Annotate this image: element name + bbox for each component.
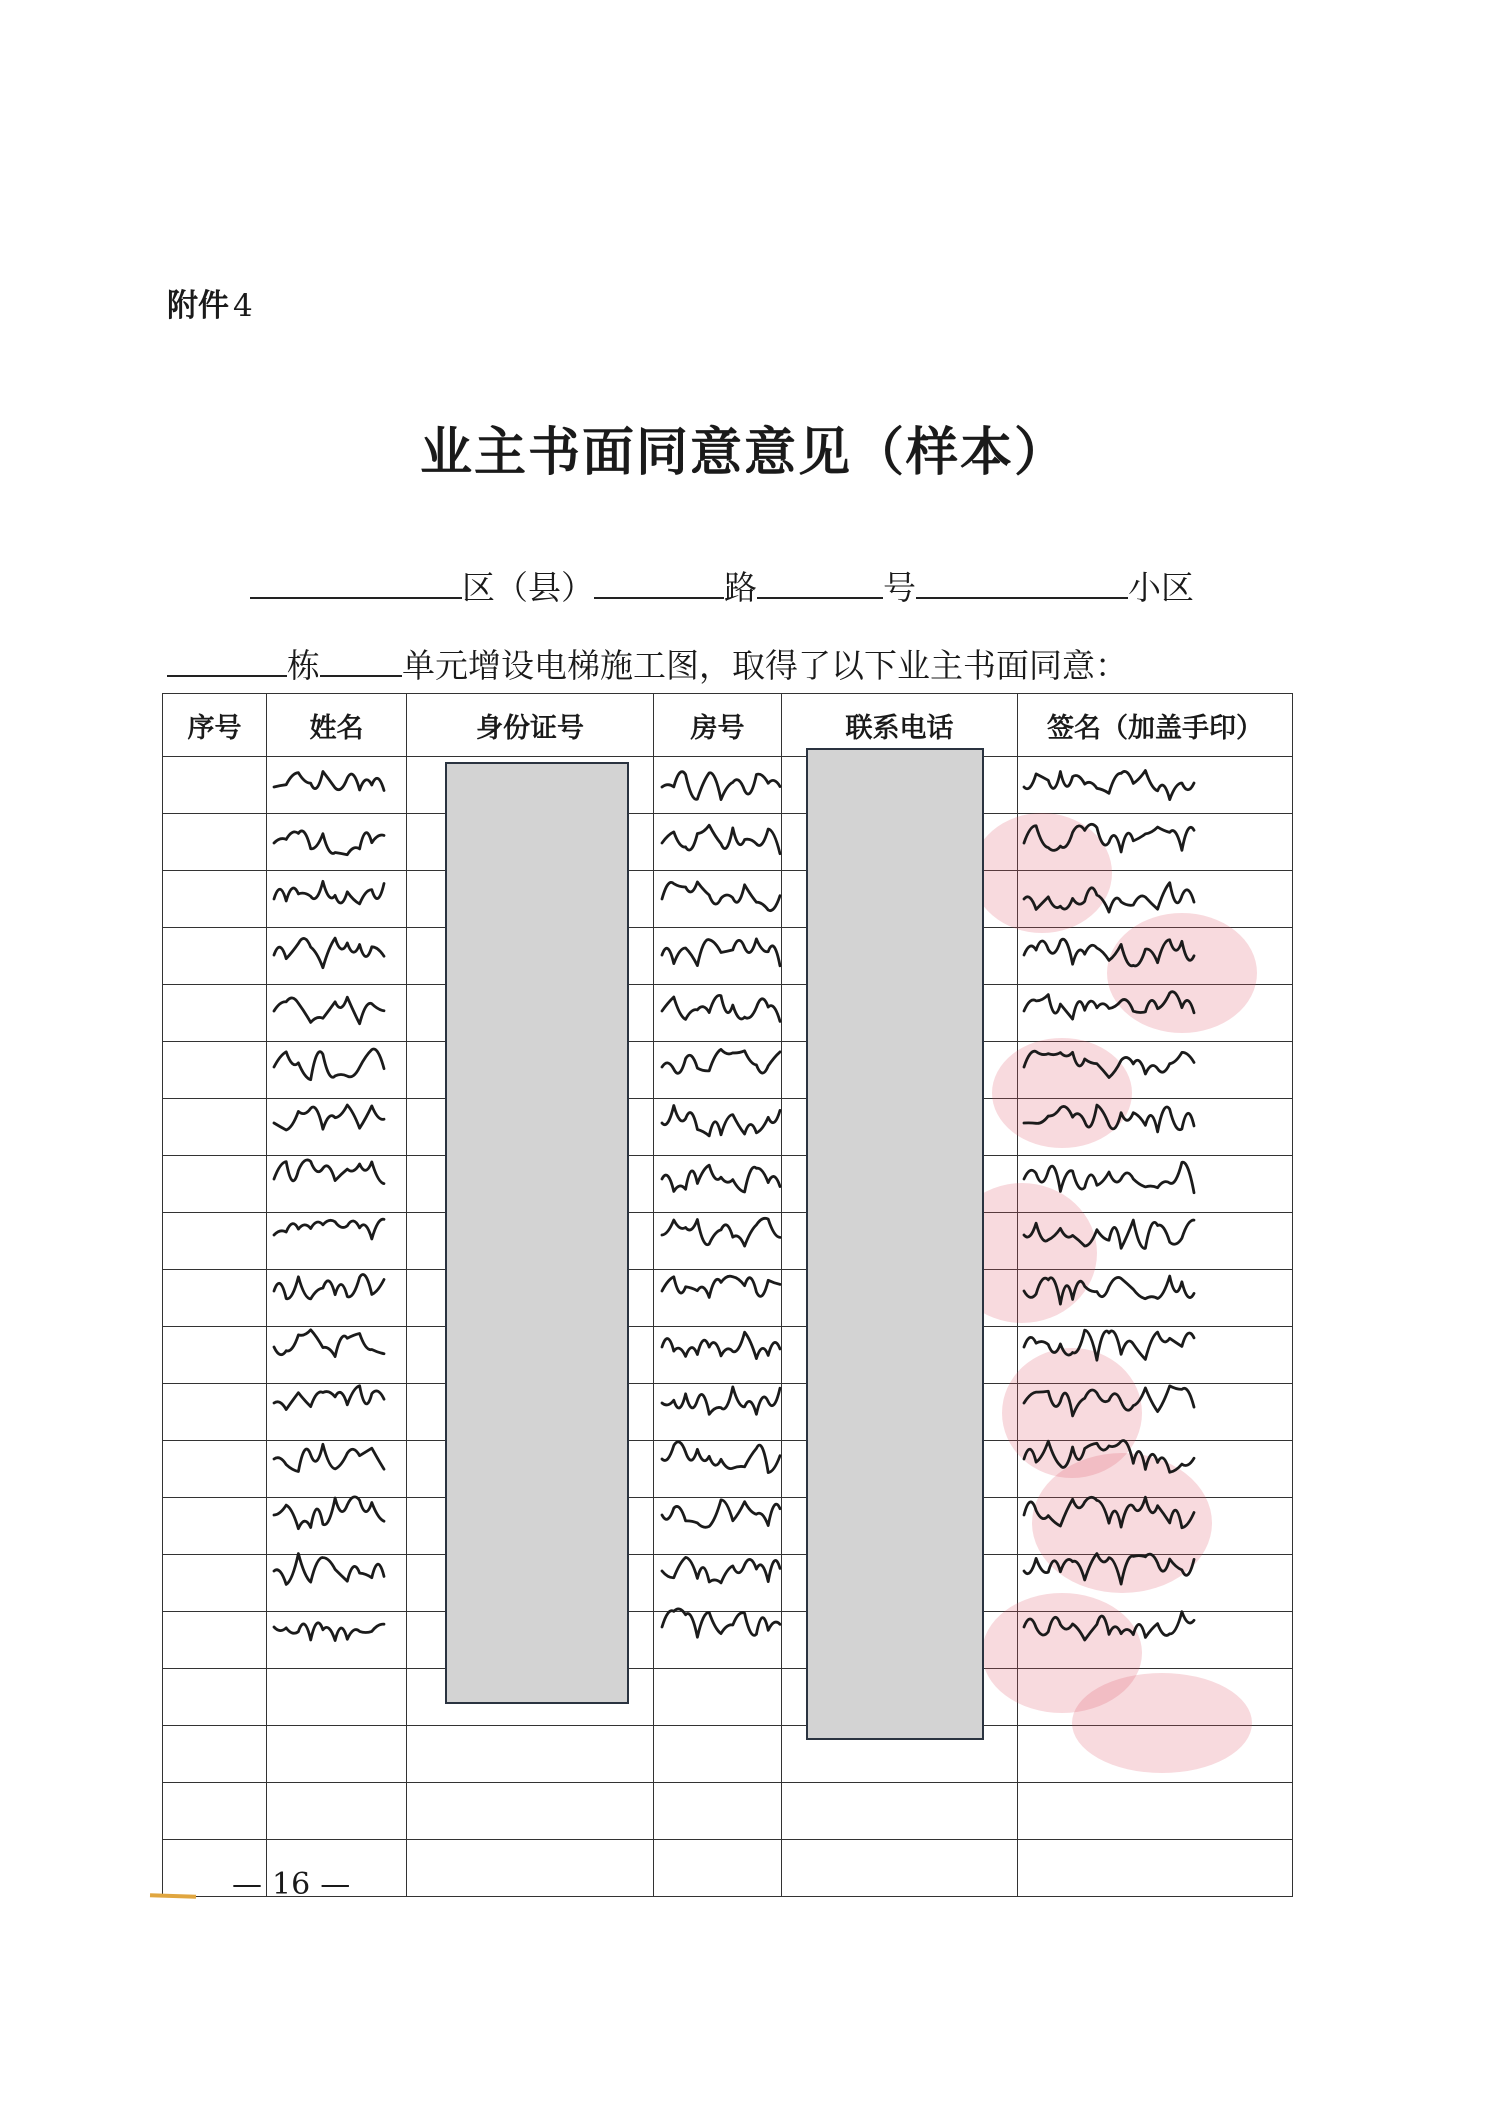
index-cell	[163, 1270, 267, 1327]
page-number: 16	[272, 1867, 311, 1902]
road-blank	[594, 567, 724, 599]
name-cell	[267, 1099, 407, 1156]
number-label: 号	[883, 568, 916, 607]
building-label: 栋	[287, 646, 320, 685]
index-cell	[163, 871, 267, 928]
room-cell	[654, 985, 782, 1042]
unit-blank	[320, 645, 402, 677]
table-row	[163, 814, 1293, 871]
name-cell	[267, 928, 407, 985]
table-body	[163, 757, 1293, 1897]
index-cell	[163, 1441, 267, 1498]
index-cell	[163, 985, 267, 1042]
table-row	[163, 1327, 1293, 1384]
table-row	[163, 1099, 1293, 1156]
signature-cell	[1018, 1555, 1293, 1612]
table-row	[163, 1042, 1293, 1099]
room-cell	[654, 1270, 782, 1327]
address-line-1	[250, 562, 1194, 609]
name-cell	[267, 1270, 407, 1327]
consent-table	[162, 693, 1292, 1805]
attachment-text: 附件	[167, 288, 229, 324]
name-cell	[267, 1213, 407, 1270]
room-cell	[654, 1840, 782, 1897]
index-cell	[163, 1612, 267, 1669]
room-cell	[654, 757, 782, 814]
name-cell	[267, 1327, 407, 1384]
table-row	[163, 985, 1293, 1042]
building-blank	[167, 645, 287, 677]
signature-cell	[1018, 1441, 1293, 1498]
table-row	[163, 1213, 1293, 1270]
signature-cell	[1018, 1042, 1293, 1099]
table-row	[163, 1441, 1293, 1498]
room-cell	[654, 871, 782, 928]
room-cell	[654, 1612, 782, 1669]
page-footer	[222, 1867, 360, 1902]
index-cell	[163, 1327, 267, 1384]
name-cell	[267, 1156, 407, 1213]
footer-dash-right: —	[320, 1867, 351, 1902]
number-blank	[757, 567, 883, 599]
signature-cell	[1018, 1612, 1293, 1669]
signature-cell	[1018, 1213, 1293, 1270]
unit-text: 单元增设电梯施工图，取得了以下业主书面同意：	[402, 646, 1128, 685]
room-cell	[654, 1042, 782, 1099]
district-label: 区（县）	[462, 568, 594, 607]
room-cell	[654, 1327, 782, 1384]
road-label: 路	[724, 568, 757, 607]
name-cell	[267, 1612, 407, 1669]
signature-cell	[1018, 1327, 1293, 1384]
name-cell	[267, 1042, 407, 1099]
index-cell	[163, 1498, 267, 1555]
redacted-id-column	[445, 762, 629, 1704]
table-row	[163, 871, 1293, 928]
room-cell	[654, 1213, 782, 1270]
signature-cell	[1018, 1270, 1293, 1327]
table-row	[163, 928, 1293, 985]
index-cell	[163, 928, 267, 985]
header-signature: 签名（加盖手印）	[1018, 694, 1293, 757]
table-row	[163, 1612, 1293, 1669]
phone-cell	[782, 1783, 1018, 1840]
header-room: 房号	[654, 694, 782, 757]
room-cell	[654, 1156, 782, 1213]
consent-table-grid	[162, 693, 1293, 1897]
community-label: 小区	[1128, 568, 1194, 607]
name-cell	[267, 1384, 407, 1441]
table-row	[163, 1783, 1293, 1840]
room-cell	[654, 928, 782, 985]
table-row	[163, 1669, 1293, 1726]
table-row	[163, 1156, 1293, 1213]
signature-cell	[1018, 1840, 1293, 1897]
id-cell	[407, 1840, 654, 1897]
signature-cell	[1018, 1783, 1293, 1840]
community-blank	[916, 567, 1128, 599]
signature-cell	[1018, 871, 1293, 928]
name-cell	[267, 1498, 407, 1555]
index-cell	[163, 757, 267, 814]
index-cell	[163, 1099, 267, 1156]
room-cell	[654, 1783, 782, 1840]
redacted-phone-column	[806, 748, 984, 1740]
signature-cell	[1018, 1384, 1293, 1441]
attachment-number: 4	[233, 288, 253, 324]
room-cell	[654, 1726, 782, 1783]
attachment-label	[167, 280, 253, 325]
header-id-number: 身份证号	[407, 694, 654, 757]
index-cell	[163, 1042, 267, 1099]
signature-cell	[1018, 1498, 1293, 1555]
table-row	[163, 1384, 1293, 1441]
index-cell	[163, 1783, 267, 1840]
footer-highlight-mark	[150, 1893, 196, 1899]
room-cell	[654, 1555, 782, 1612]
table-row	[163, 1498, 1293, 1555]
signature-cell	[1018, 985, 1293, 1042]
page-title: 业主书面同意意见（样本）	[419, 422, 1068, 483]
room-cell	[654, 1669, 782, 1726]
name-cell	[267, 1726, 407, 1783]
index-cell	[163, 1555, 267, 1612]
district-blank	[250, 567, 462, 599]
signature-cell	[1018, 1669, 1293, 1726]
room-cell	[654, 1441, 782, 1498]
index-cell	[163, 1384, 267, 1441]
room-cell	[654, 814, 782, 871]
header-name: 姓名	[267, 694, 407, 757]
name-cell	[267, 985, 407, 1042]
name-cell	[267, 871, 407, 928]
signature-cell	[1018, 1099, 1293, 1156]
table-row	[163, 757, 1293, 814]
name-cell	[267, 757, 407, 814]
name-cell	[267, 1669, 407, 1726]
room-cell	[654, 1384, 782, 1441]
footer-dash-left: —	[232, 1867, 262, 1902]
signature-cell	[1018, 814, 1293, 871]
signature-cell	[1018, 1156, 1293, 1213]
table-row	[163, 1726, 1293, 1783]
index-cell	[163, 814, 267, 871]
index-cell	[163, 1726, 267, 1783]
address-line-2	[167, 640, 1128, 687]
signature-cell	[1018, 1726, 1293, 1783]
table-header-row	[163, 694, 1293, 757]
name-cell	[267, 1555, 407, 1612]
signature-cell	[1018, 928, 1293, 985]
index-cell	[163, 1156, 267, 1213]
index-cell	[163, 1669, 267, 1726]
table-row	[163, 1270, 1293, 1327]
id-cell	[407, 1783, 654, 1840]
id-cell	[407, 1726, 654, 1783]
room-cell	[654, 1498, 782, 1555]
header-index: 序号	[163, 694, 267, 757]
phone-cell	[782, 1840, 1018, 1897]
name-cell	[267, 1783, 407, 1840]
header-phone: 联系电话	[782, 694, 1018, 757]
name-cell	[267, 814, 407, 871]
signature-cell	[1018, 757, 1293, 814]
room-cell	[654, 1099, 782, 1156]
index-cell	[163, 1213, 267, 1270]
name-cell	[267, 1441, 407, 1498]
table-row	[163, 1555, 1293, 1612]
